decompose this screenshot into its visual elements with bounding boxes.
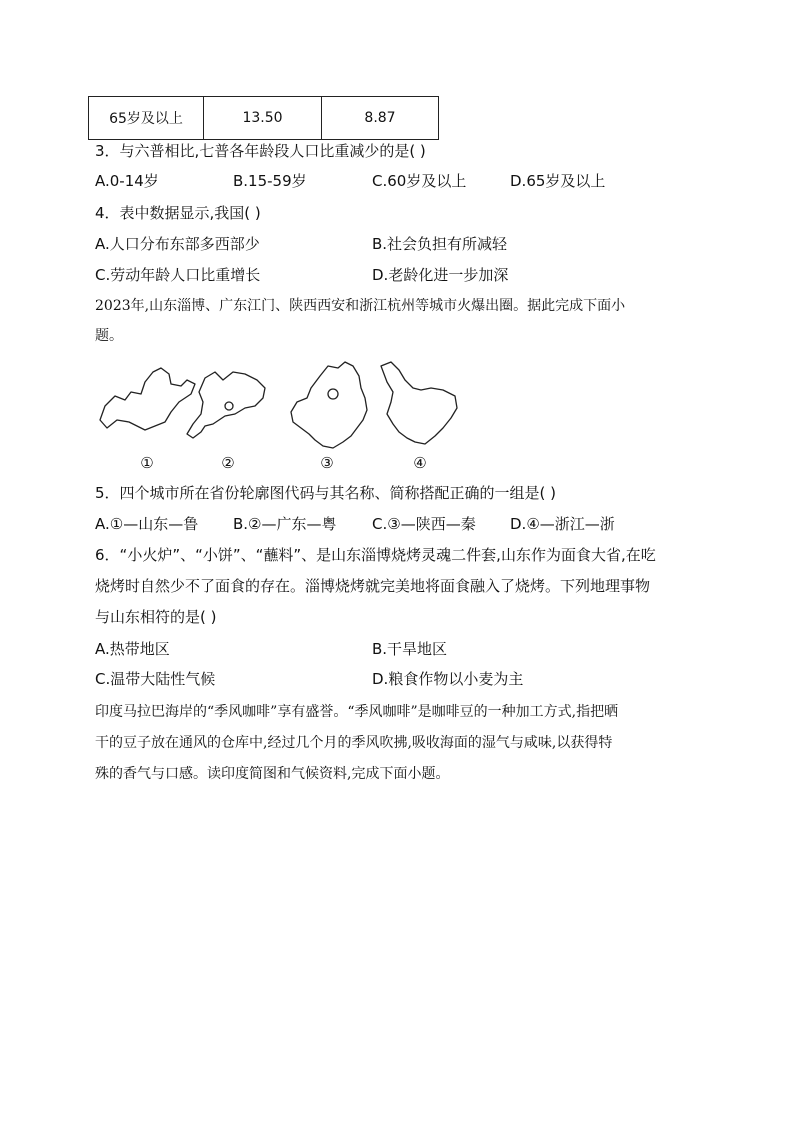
table-cell-value-2: 8.87: [322, 97, 439, 140]
intro2-line-3: 殊的香气与口感。读印度简图和气候资料,完成下面小题。: [95, 766, 450, 782]
province-outline-2: [187, 372, 265, 438]
q3-option-b: B.15-59岁: [233, 172, 307, 190]
q4-option-a: A.人口分布东部多西部少: [95, 235, 260, 253]
intro1-line-2: 题。: [95, 328, 123, 344]
map-label-2: ②: [221, 454, 235, 472]
q4-option-d: D.老龄化进一步加深: [372, 266, 509, 284]
q6-stem-line-3: 与山东相符的是( ): [95, 608, 217, 626]
intro1-line-1: 2023年,山东淄博、广东江门、陕西西安和浙江杭州等城市火爆出圈。据此完成下面小: [95, 298, 626, 314]
map-label-1: ①: [140, 454, 154, 472]
province-outline-maps: [95, 358, 465, 458]
q6-stem-line-1: 6．“小火炉”、“小饼”、“蘸料”、是山东淄博烧烤灵魂二件套,山东作为面食大省,在吃: [95, 546, 656, 564]
q3-stem: 3．与六普相比,七普各年龄段人口比重减少的是( ): [95, 142, 426, 160]
intro2-line-1: 印度马拉巴海岸的“季风咖啡”享有盛誉。“季风咖啡”是咖啡豆的一种加工方式,指把晒: [95, 704, 619, 720]
intro2-line-2: 干的豆子放在通风的仓库中,经过几个月的季风吹拂,吸收海面的湿气与咸味,以获得特: [95, 735, 613, 751]
province-outline-3: [291, 362, 367, 448]
map-label-4: ④: [413, 454, 427, 472]
q5-option-b: B.②—广东—粤: [233, 515, 337, 533]
q6-stem-line-2: 烧烤时自然少不了面食的存在。淄博烧烤就完美地将面食融入了烧烤。下列地理事物: [95, 577, 651, 595]
population-table: [88, 96, 439, 140]
province-outline-1: [100, 368, 195, 430]
q4-stem: 4．表中数据显示,我国( ): [95, 204, 261, 222]
q3-option-d: D.65岁及以上: [510, 172, 606, 190]
table-cell-value-1: 13.50: [204, 97, 322, 140]
province-outline-4: [381, 362, 457, 444]
q3-option-c: C.60岁及以上: [372, 172, 467, 190]
table-row: [89, 97, 439, 140]
q6-option-a: A.热带地区: [95, 640, 170, 658]
q6-option-d: D.粮食作物以小麦为主: [372, 670, 524, 688]
q4-option-b: B.社会负担有所减轻: [372, 235, 508, 253]
table-cell-age-group: 65岁及以上: [89, 97, 204, 140]
q6-option-b: B.干旱地区: [372, 640, 448, 658]
q5-option-d: D.④—浙江—浙: [510, 515, 615, 533]
q5-stem: 5．四个城市所在省份轮廓图代码与其名称、简称搭配正确的一组是( ): [95, 484, 557, 502]
q5-option-c: C.③—陕西—秦: [372, 515, 476, 533]
q4-option-c: C.劳动年龄人口比重增长: [95, 266, 261, 284]
map-label-3: ③: [320, 454, 334, 472]
q3-option-a: A.0-14岁: [95, 172, 159, 190]
city-marker-3: [328, 389, 338, 399]
q6-option-c: C.温带大陆性气候: [95, 670, 216, 688]
city-marker-2: [225, 402, 233, 410]
q5-option-a: A.①—山东—鲁: [95, 515, 199, 533]
